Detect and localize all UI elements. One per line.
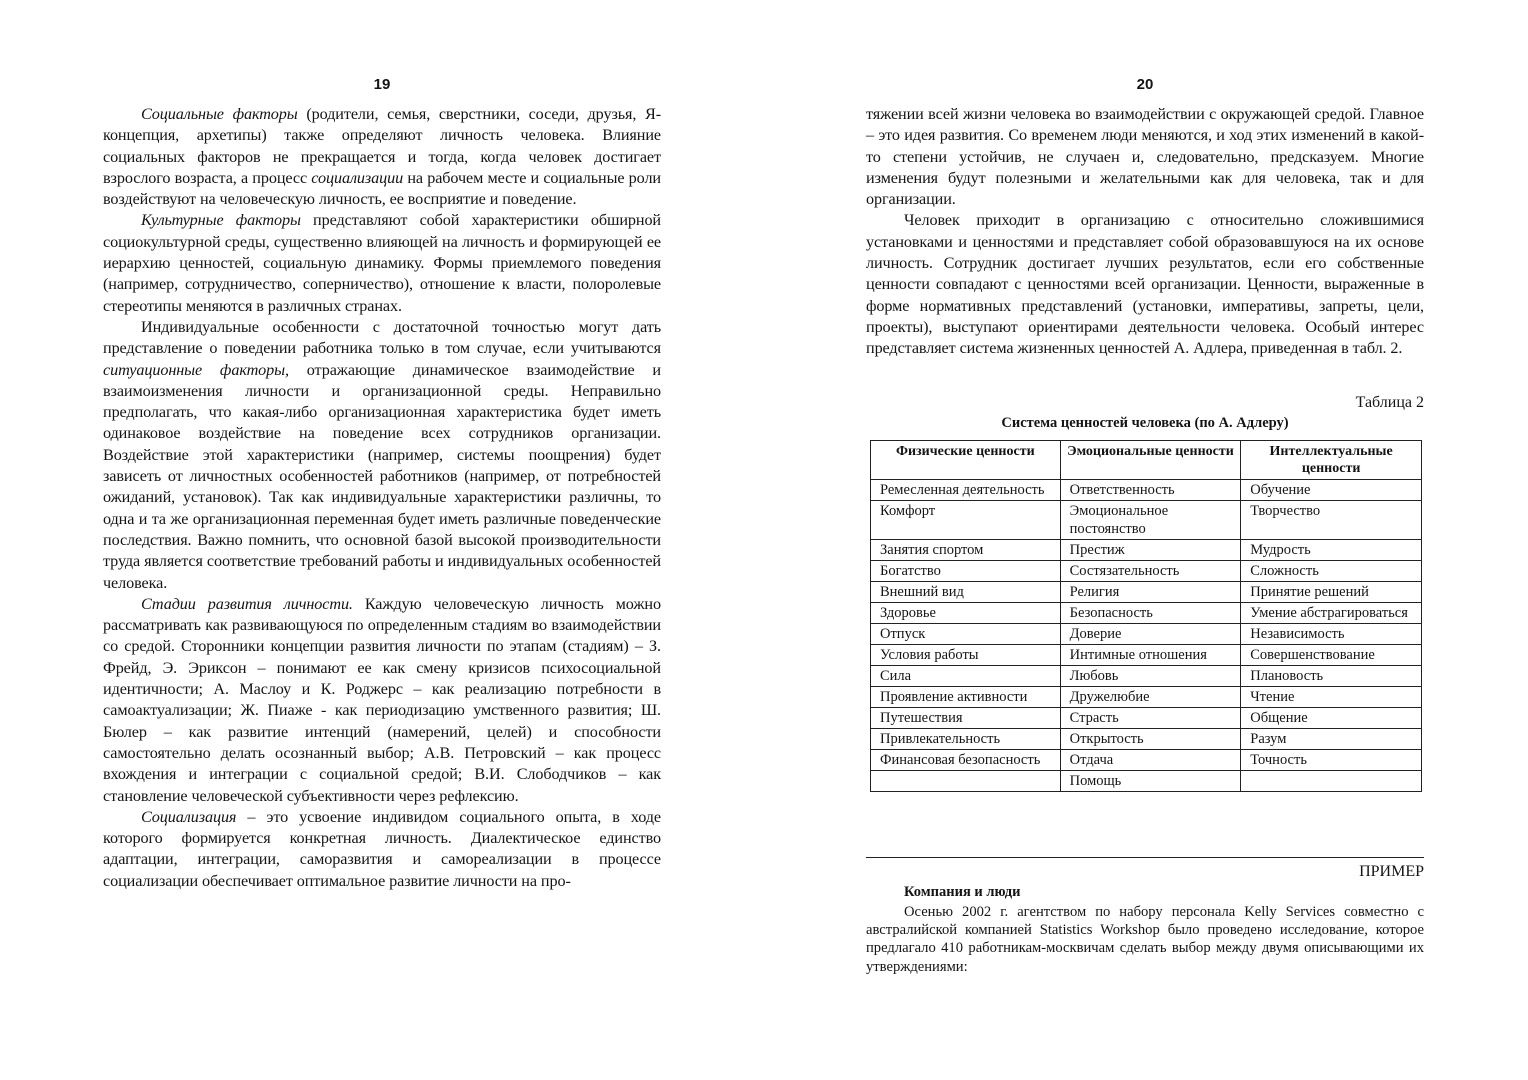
paragraph-social-factors: Социальные факторы (родители, семья, сверстники, соседи, друзья, Я-концепция, архетипы) также определяют личность человека. Влияние социальных факторов не прекращается и тогда, когда человек достигает взрослого возраста, а процесс социализации на рабочем месте и социальные роли воздействуют на человеческую личность, ее восприятие и поведение. [103,105,661,209]
table-cell: Творчество [1241,501,1422,540]
term-socialization: социализации [311,168,404,187]
header-physical: Физические ценности [871,441,1061,480]
page-number: 20 [1136,76,1154,93]
table-row [871,645,1422,666]
table-cell: Отдача [1060,750,1241,771]
example-label: ПРИМЕР [1359,863,1424,880]
table-cell: Условия работы [871,645,1061,666]
paragraph-socialization: Социализация – это усвоение индивидом социального опыта, в ходе которого формируется конкретная личность. Диалектическое единство адаптации, интеграции, саморазвития и самореализации в процессе социализации обеспечивает оптимальное развитие личности на про- [103,807,661,890]
table-cell: Точность [1241,750,1422,771]
table-cell: Состязательность [1060,561,1241,582]
table-cell: Принятие решений [1241,582,1422,603]
table-cell [871,771,1061,792]
page-number: 19 [373,76,391,93]
term-social-factors: Социальные факторы [141,105,298,123]
paragraph-continued: тяжении всей жизни человека во взаимодействии с окружающей средой. Главное – это идея развития. Со временем люди меняются, и ход этих изменений в какой-то степени устойчив, не случаен и, следовательно, предсказуем. Многие изменения будут полезными и желательными как для человека, так и для организации. [866,105,1424,209]
table-cell: Занятия спортом [871,540,1061,561]
table-cell: Помощь [1060,771,1241,792]
table-row [871,708,1422,729]
table-row [871,729,1422,750]
table-cell: Плановость [1241,666,1422,687]
table-cell: Независимость [1241,624,1422,645]
header-intellectual: Интеллектуальные ценности [1241,441,1422,480]
table-cell: Общение [1241,708,1422,729]
table-cell: Путешествия [871,708,1061,729]
table-cell: Дружелюбие [1060,687,1241,708]
term-socialization-def: Социализация [141,807,237,826]
table-row [871,771,1422,792]
table-cell [1241,771,1422,792]
table-cell: Эмоциональное постоянство [1060,501,1241,540]
table-cell: Обучение [1241,480,1422,501]
table-cell: Совершенствование [1241,645,1422,666]
values-table [870,440,1422,792]
term-development-stages: Стадии развития личности. [141,594,353,613]
term-cultural-factors: Культурные факторы [141,211,301,230]
table-cell: Проявление активности [871,687,1061,708]
table-header-row [871,441,1422,480]
table-cell: Ответственность [1060,480,1241,501]
table-row [871,624,1422,645]
table-body [871,480,1422,792]
paragraph-cultural-factors: Культурные факторы представляют собой характеристики обширной социокультурной среды, существенно влияющей на личность и формирующей ее иерархию ценностей, социальную динамику. Формы приемлемого поведения (например, сотрудничество, соперничество), отношение к власти, полоролевые стереотипы меняются в различных странах. [103,211,661,315]
paragraph-development-stages: Стадии развития личности. Каждую человеческую личность можно рассматривать как развивающуюся по определенным стадиям во взаимодействии со средой. Сторонники концепции развития личности по этапам (стадиям) – З. Фрейд, Э. Эриксон – понимают ее как смену кризисов психосоциальной идентичности; А. Маслоу и К. Роджерс – как реализацию потребности в самоактуализации; Ж. Пиаже - как периодизацию умственного развития; Ш. Бюлер – как развитие интенций (намерений, целей) и способности самостоятельно делать осознанный выбор; А.В. Петровский – как процесс вхождения и интеграции с социальной средой; В.И. Слободчиков – как становление человеческой субъективности через рефлексию. [103,594,661,805]
table-cell: Умение абстрагироваться [1241,603,1422,624]
table-cell: Сила [871,666,1061,687]
table-cell: Сложность [1241,561,1422,582]
table-cell: Чтение [1241,687,1422,708]
table-caption: Таблица 2 [1355,394,1424,411]
table-cell: Религия [1060,582,1241,603]
table-cell: Страсть [1060,708,1241,729]
page-19 [103,0,661,1080]
table-cell: Богатство [871,561,1061,582]
table-row [871,687,1422,708]
table-row [871,561,1422,582]
page-body [103,104,661,892]
table-row [871,480,1422,501]
table-cell: Привлекательность [871,729,1061,750]
table-cell: Разум [1241,729,1422,750]
table-row [871,750,1422,771]
table-row [871,666,1422,687]
paragraph-individual-features: Индивидуальные особенности с достаточной точностью могут дать представление о поведении работника только в том случае, если учитываются ситуационные факторы, отражающие динамическое взаимодействие и взаимоизменения личности и организационной среды. Неправильно предполагать, что какая-либо организационная характеристика будет иметь одинаковое воздействие на поведение всех сотрудников организации. Воздействие этой характеристики (например, системы поощрения) будет зависеть от личностных особенностей работников (например, от потребностей ожиданий, установок). Так как индивидуальные характеристики различны, то одна и та же организационная переменная будет иметь различные поведенческие последствия. Важно помнить, что основной базой высокой производительности труда является соответствие требований работы и индивидуальных особенностей человека. [103,317,661,592]
example-title: Компания и люди [904,884,1021,900]
table-cell: Мудрость [1241,540,1422,561]
table-cell: Внешний вид [871,582,1061,603]
table-cell: Безопасность [1060,603,1241,624]
page-20 [866,0,1424,1080]
header-emotional: Эмоциональные ценности [1060,441,1241,480]
example-body [866,903,1424,976]
table-cell: Интимные отношения [1060,645,1241,666]
table-cell: Финансовая безопасность [871,750,1061,771]
table-cell: Комфорт [871,501,1061,540]
table-title: Система ценностей человека (по А. Адлеру) [1001,415,1289,431]
paragraph-person-values: Человек приходит в организацию с относительно сложившимися установками и ценностями и представляет собой образовавшуюся на их основе личность. Сотрудник достигает лучших результатов, если его собственные ценности совпадают с ценностями всей организации. Ценности, выраженные в форме нормативных представлений (установки, императивы, запреты, цели, проекты), выступают ориентирами деятельности человека. Особый интерес представляет система жизненных ценностей А. Адлера, приведенная в табл. 2. [866,211,1424,358]
example-divider [866,857,1424,858]
table-cell: Здоровье [871,603,1061,624]
table-cell: Доверие [1060,624,1241,645]
table-cell: Престиж [1060,540,1241,561]
page-body [866,104,1424,360]
table-row [871,540,1422,561]
example-paragraph: Осенью 2002 г. агентством по набору персонала Kelly Services совместно с австралийской компанией Statistics Workshop было проведено исследование, которое предлагало 410 работникам-москвичам сделать выбор между двумя описывающими их утверждениями: [866,904,1424,975]
table-row [871,501,1422,540]
table-cell: Ремесленная деятельность [871,480,1061,501]
table-cell: Любовь [1060,666,1241,687]
table-row [871,603,1422,624]
table-row [871,582,1422,603]
table-cell: Открытость [1060,729,1241,750]
table-cell: Отпуск [871,624,1061,645]
term-situational-factors: ситуационные факторы, [103,360,289,379]
